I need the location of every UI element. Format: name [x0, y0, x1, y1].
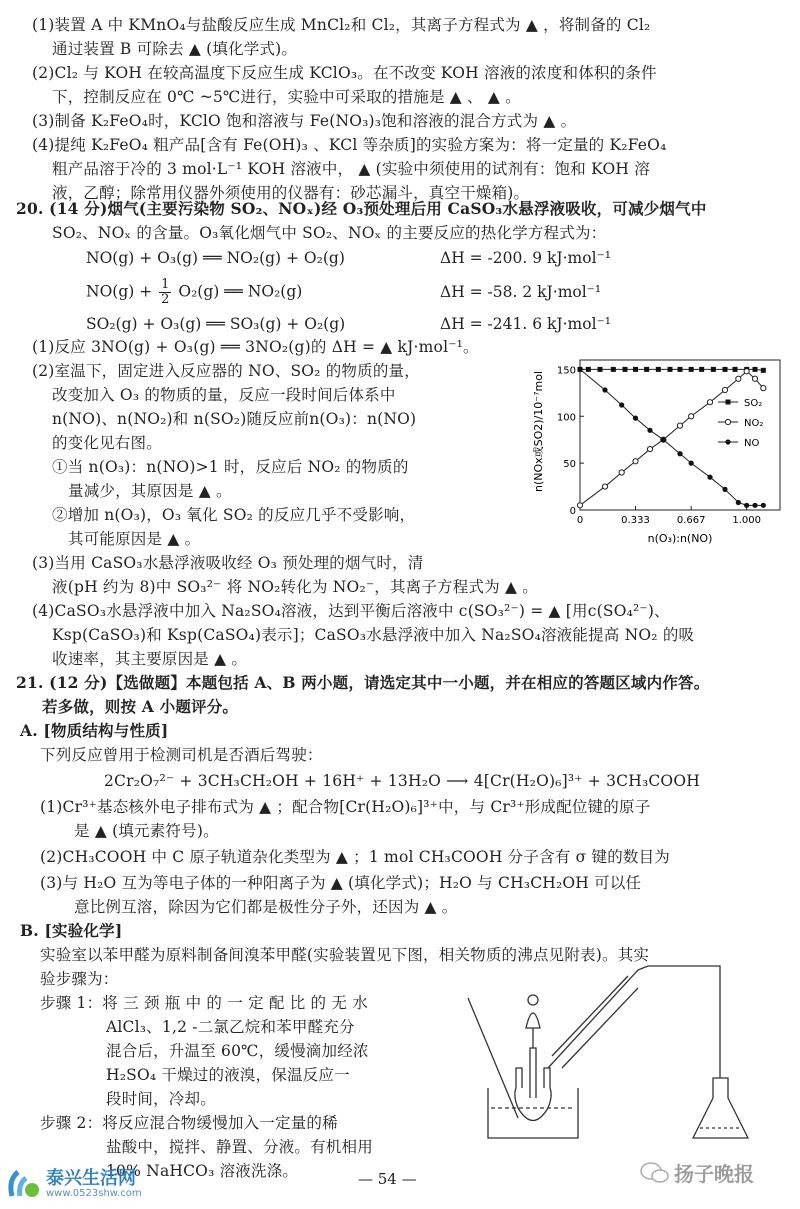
q20-enthalpy-2: ΔH = -58. 2 kJ·mol⁻¹ — [440, 283, 602, 301]
so2-point — [611, 367, 616, 372]
no-point — [602, 387, 607, 392]
no-point — [722, 487, 727, 492]
q21-a-q3-a: (3)与 H₂O 互为等电子体的一种阳离子为 ▲ (填化学式)；H₂O 与 CH₃CH₂OH 可以任 — [40, 874, 642, 892]
no-point — [619, 402, 624, 407]
q19-line-8: 液，乙醇；除常用仪器外须使用的仪器有：砂芯漏斗，真空干燥箱)。 — [52, 184, 530, 202]
no2-point — [619, 470, 624, 475]
so2-point — [586, 367, 591, 372]
no2-point — [647, 446, 652, 451]
no2-point — [707, 400, 712, 405]
section-b-title: B. [实验化学] — [20, 921, 123, 940]
no-point — [744, 503, 749, 508]
so2-point — [644, 367, 649, 372]
q21-a-equation: 2Cr₂O₇²⁻ + 3CH₃CH₂OH + 16H⁺ + 13H₂O ⟶ 4[Cr(H₂O)₆]³⁺ + 3CH₃COOH — [104, 772, 700, 790]
x-tick-label: 0.667 — [676, 515, 706, 526]
so2-point — [761, 368, 766, 373]
q21-heading-1: 21. (12 分)【选做题】本题包括 A、B 两小题，请选定其中一小题，并在相应的答题区域内作答。 — [16, 673, 710, 692]
no-point — [577, 367, 582, 372]
no-point — [661, 437, 666, 442]
fraction-denominator: 2 — [161, 292, 170, 307]
so2-point — [723, 367, 728, 372]
so2-point — [689, 367, 694, 372]
step-2-b: 盐酸中，搅拌、静置、分液。有机相用 — [106, 1138, 373, 1156]
q20-part-2-d: 的变化见右图。 — [52, 434, 162, 452]
q20-part-3-a: (3)当用 CaSO₃水悬浮液吸收经 O₃ 预处理的烟气时，清 — [32, 554, 424, 572]
eq2-left: NO(g) + — [86, 282, 153, 301]
no2-point — [633, 459, 638, 464]
y-tick-label: 0 — [569, 506, 576, 517]
page-number: — 54 — — [358, 1170, 417, 1188]
funnel-stopper — [528, 995, 538, 1005]
q20-heading: 20. (14 分)烟气(主要污染物 SO₂、NOₓ)经 O₃预处理后用 CaSO₃水悬浮液吸收，可减少烟气中 — [16, 199, 707, 218]
q20-part-4-c: 收速率，其主要原因是 ▲ 。 — [52, 650, 248, 668]
wechat-icon — [640, 1160, 670, 1186]
q20-part-2-c: n(NO)、n(NO₂)和 n(SO₂)随反应前n(O₃)：n(NO) — [52, 410, 417, 428]
q20-equation-2 — [86, 278, 302, 307]
legend-marker — [725, 439, 730, 444]
step-2-a: 步骤 2：将反应混合物缓慢加入一定量的稀 — [40, 1114, 338, 1132]
yangtse-logo-text: 扬子晚报 — [674, 1162, 754, 1186]
y-tick-label: 150 — [556, 365, 576, 377]
apparatus-diagram — [458, 958, 758, 1148]
q19-line-1: (1)装置 A 中 KMnO₄与盐酸反应生成 MnCl₂和 Cl₂，其离子方程式为 ▲ ，将制备的 Cl₂ — [32, 16, 651, 34]
taixing-url: www.0523shw.com — [46, 1188, 142, 1199]
x-tick-label: 1.000 — [732, 515, 761, 526]
no-point — [752, 503, 757, 508]
no2-point — [761, 386, 766, 391]
no-point — [761, 503, 766, 508]
q21-b-line-1: 实验室以苯甲醛为原料制备间溴苯甲醛(实验装置见下图，相关物质的沸点见附表)。其实 — [40, 946, 650, 964]
step-1-b: AlCl₃、1,2 -二氯乙烷和苯甲醛充分 — [106, 1018, 355, 1036]
yangtse-logo — [640, 1156, 790, 1190]
so2-point — [656, 367, 661, 372]
legend-label: SO₂ — [744, 398, 763, 409]
q21-a-title — [20, 720, 168, 742]
q20-part-4-a: (4)CaSO₃水悬浮液中加入 Na₂SO₄溶液，达到平衡后溶液中 c(SO₃²⁻) = ▲ [用c(SO₄²⁻)、 — [32, 602, 670, 620]
q19-line-7: 粗产品溶于冷的 3 mol·L⁻¹ KOH 溶液中， ▲ (实验中须使用的试剂有：饱和 KOH 溶 — [52, 160, 650, 178]
legend-label: NO — [744, 438, 760, 449]
q20-equation-1: NO(g) + O₃(g) ══ NO₂(g) + O₂(g) — [86, 249, 345, 267]
nox-so2-chart — [520, 352, 792, 552]
q20-line-2: SO₂、NOₓ 的含量。O₃氧化烟气中 SO₂、NOₓ 的主要反应的热化学方程式为： — [52, 224, 607, 242]
step-1-e: 段时间，冷却。 — [106, 1090, 216, 1108]
condenser-tube — [548, 970, 638, 1068]
q21-a-q2: (2)CH₃COOH 中 C 原子轨道杂化类型为 ▲ ；1 mol CH₃COOH 分子含有 σ 键的数目为 — [40, 848, 670, 866]
q20-part-2-b: 改变加入 O₃ 的物质的量，反应一段时间后体系中 — [52, 386, 396, 404]
legend-label: NO₂ — [744, 418, 764, 429]
no-point — [633, 416, 638, 421]
so2-point — [598, 367, 603, 372]
condenser-jacket — [552, 976, 638, 1068]
dropping-funnel — [526, 1013, 540, 1048]
fraction-numerator: 1 — [161, 277, 170, 292]
no-point — [689, 461, 694, 466]
q20-part-2-f: 量减少，其原因是 ▲ 。 — [68, 482, 232, 500]
q20-part-2-h: 其可能原因是 ▲ 。 — [68, 530, 201, 548]
thermometer — [468, 998, 518, 1118]
so2-point — [753, 367, 758, 372]
half-fraction — [159, 278, 171, 307]
q20-equation-3: SO₂(g) + O₃(g) ══ SO₃(g) + O₂(g) — [86, 315, 346, 333]
no2-point — [752, 376, 757, 381]
x-tick-label: 0 — [576, 515, 584, 526]
y-axis-label: n(NOx或SO2)/10⁻⁷mol — [532, 370, 545, 492]
q19-line-6: (4)提纯 K₂FeO₄ 粗产品[含有 Fe(OH)₃ 、KCl 等杂质]的实验方案为：将一定量的 K₂FeO₄ — [32, 136, 667, 154]
q21-b-line-2: 验步骤为： — [40, 970, 119, 988]
q20-part-4-b: Ksp(CaSO₃)和 Ksp(CaSO₄)表示]；CaSO₃水悬浮液中加入 Na₂SO₄溶液能提高 NO₂ 的吸 — [52, 626, 695, 644]
so2-point — [623, 367, 628, 372]
no-point — [707, 475, 712, 480]
so2-point — [668, 367, 673, 372]
taixing-logo — [0, 1160, 180, 1206]
gas-tube — [638, 966, 720, 1078]
section-a-title: A. [物质结构与性质] — [20, 721, 169, 740]
q21-a-q1-b: 是 ▲ (填元素符号)。 — [74, 822, 219, 840]
q21-b-title-row — [20, 920, 122, 942]
q19-line-2: 通过装置 B 可除去 ▲ (填化学式)。 — [52, 40, 298, 58]
q21-a-q1-a: (1)Cr³⁺基态核外电子排布式为 ▲ ；配合物[Cr(H₂O)₆]³⁺中，与 Cr³⁺形成配位键的原子 — [40, 798, 651, 816]
center-neck — [530, 1048, 536, 1098]
no2-point — [722, 387, 727, 392]
so2-point — [678, 367, 683, 372]
so2-point — [633, 367, 638, 372]
step-1-d: H₂SO₄ 干燥过的液溴，保温反应一 — [106, 1066, 350, 1084]
no2-point — [744, 369, 749, 374]
no-point — [647, 428, 652, 433]
q20-part-2-a: (2)室温下，固定进入反应器的 NO、SO₂ 的物质的量， — [32, 362, 420, 380]
so2-point — [711, 367, 716, 372]
step-1-a: 步骤 1：将 三 颈 瓶 中 的 一 定 配 比 的 无 水 — [40, 994, 368, 1012]
step-1-c: 混合后，升温至 60℃，缓慢滴加经浓 — [106, 1042, 369, 1060]
q20-part-1: (1)反应 3NO(g) + O₃(g) ══ 3NO₂(g)的 ΔH = ▲ kJ·mol⁻¹。 — [32, 338, 479, 356]
q21-a-line-1: 下列反应曾用于检测司机是否酒后驾驶： — [40, 746, 323, 764]
no-point — [736, 500, 741, 505]
y-tick-label: 50 — [563, 459, 576, 471]
y-tick-label: 100 — [556, 412, 576, 424]
conical-flask — [693, 1078, 748, 1138]
q19-line-3: (2)Cl₂ 与 KOH 在较高温度下反应生成 KClO₃。在不改变 KOH 溶液的浓度和体积的条件 — [32, 64, 657, 82]
q19-line-4: 下，控制反应在 0℃ ~5℃进行，实验中可采取的措施是 ▲ 、 ▲ 。 — [52, 88, 521, 106]
q21-a-q3-b: 意比例互溶，除因为它们都是极性分子外，还因为 ▲ 。 — [74, 898, 458, 916]
so2-point — [733, 367, 738, 372]
taixing-logo-icon — [4, 1162, 44, 1202]
q20-part-2-g: ②增加 n(O₃)，O₃ 氧化 SO₂ 的反应几乎不受影响， — [52, 506, 416, 524]
x-tick-label: 0.333 — [621, 515, 650, 526]
so2-point — [699, 367, 704, 372]
no2-point — [602, 484, 607, 489]
three-neck-flask — [515, 1068, 551, 1121]
q19-line-5: (3)制备 K₂FeO₄时，KClO 饱和溶液与 Fe(NO₃)₃饱和溶液的混合方式为 ▲ 。 — [32, 112, 577, 130]
no2-point — [689, 414, 694, 419]
water-bath — [488, 1088, 578, 1138]
q20-part-2-e: ①当 n(O₃)：n(NO)>1 时，反应后 NO₂ 的物质的 — [52, 458, 409, 476]
q20-enthalpy-3: ΔH = -241. 6 kJ·mol⁻¹ — [440, 315, 611, 333]
no2-point — [677, 423, 682, 428]
taixing-logo-text: 泰兴生活网 — [46, 1168, 136, 1189]
eq2-right: O₂(g) ══ NO₂(g) — [178, 282, 303, 301]
no2-point — [577, 503, 582, 508]
plot-frame — [580, 360, 780, 510]
legend-marker — [725, 419, 730, 424]
legend-marker — [726, 400, 731, 405]
q20-part-3-b: 液(pH 约为 8)中 SO₃²⁻ 将 NO₂转化为 NO₂⁻，其离子方程式为 ▲ 。 — [52, 578, 538, 596]
no2-point — [736, 376, 741, 381]
x-axis-label: n(O₃):n(NO) — [647, 532, 713, 545]
q20-enthalpy-1: ΔH = -200. 9 kJ·mol⁻¹ — [440, 249, 611, 267]
q21-heading-2: 若多做，则按 A 小题评分。 — [42, 697, 239, 716]
step-2-c: 10% NaHCO₃ 溶液洗涤。 — [106, 1162, 299, 1180]
no-point — [677, 451, 682, 456]
